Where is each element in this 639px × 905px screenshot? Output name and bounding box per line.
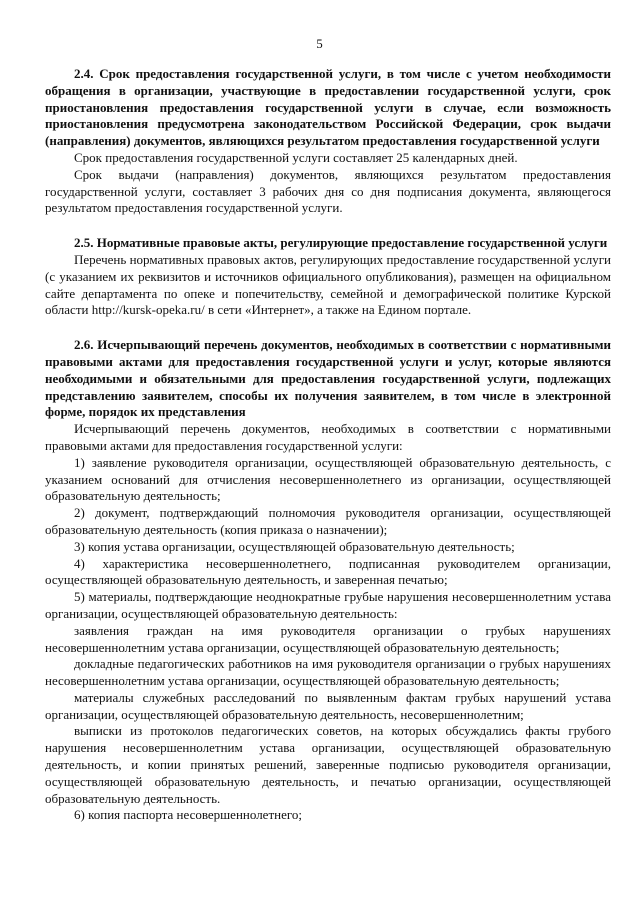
list-item: 5) материалы, подтверждающие неоднократные грубые нарушения несовершеннолетним устава организации, осуществляющей образовательную деятельность: [45, 589, 611, 621]
section-heading-2-4: 2.4. Срок предоставления государственной услуги, в том числе с учетом необходимости обращения в организации, участвующие в предоставлении государственной услуги, срок приостановления предоставления государственной услуги в случае, если возможность приостановления предусмотрена законодательством Российской Федерации, срок выдачи (направления) документов, являющихся результатом предоставления государственной услуги [45, 66, 611, 149]
section-heading-2-5: 2.5. Нормативные правовые акты, регулирующие предоставление государственной услуги [74, 235, 608, 251]
sub-list-item: материалы служебных расследований по выявленным фактам грубых нарушений устава организации, осуществляющей образовательную деятельность, несовершеннолетним; [45, 689, 611, 722]
section-heading-2-6: 2.6. Исчерпывающий перечень документов, необходимых в соответствии с нормативными правовыми актами для предоставления государственной услуги и услуг, которые являются необходимыми и обязательными для предоставления государственной услуги, подлежащих представлению заявителем, способы их получения заявителем, в том числе в электронной форме, порядок их представления [45, 337, 611, 420]
list-item: 2) документ, подтверждающий полномочия руководителя организации, осуществляющей образовательную деятельность (копия приказа о назначении); [45, 505, 611, 537]
paragraph: Срок выдачи (направления) документов, являющихся результатом предоставления государственной услуги, составляет 3 рабочих дня со дня подписания документа, являющегося результатом предоставления государственной услуги. [45, 166, 611, 216]
list-item: 1) заявление руководителя организации, осуществляющей образовательную деятельность, с указанием оснований для отчисления несовершеннолетнего из организации, осуществляющей образовательную деятельность; [45, 454, 611, 504]
sub-list-item: докладные педагогических работников на имя руководителя организации о грубых нарушениях несовершеннолетним устава организации, осуществляющей образовательную деятельность; [45, 656, 611, 689]
page-number: 5 [316, 36, 323, 51]
list-item: 3) копия устава организации, осуществляющей образовательную деятельность; [74, 538, 515, 554]
sub-list-item: выписки из протоколов педагогических советов, на которых обсуждались факты грубого нарушения несовершеннолетним устава организации, осуществляющей образовательную деятельность, и копии принятых решений, заверенные подписью руководителя организации, осуществляющей образовательную деятельность, и печатью организации, осуществляющей образовательную деятельность. [45, 723, 611, 806]
sub-list-item: заявления граждан на имя руководителя организации о грубых нарушениях несовершеннолетним устава организации, осуществляющей образовательную деятельность; [45, 622, 611, 655]
paragraph: Перечень нормативных правовых актов, регулирующих предоставление государственной услуги (с указанием их реквизитов и источников официального опубликования), размещен на официальном сайте департамента по опеке и попечительству, семейной и демографической политике Курской области http://kursk-opeka.ru/ в сети «Интернет», а также на Едином портале. [45, 251, 611, 318]
list-item: 4) характеристика несовершеннолетнего, подписанная руководителем организации, осуществляющей образовательную деятельность, и заверенная печатью; [45, 555, 611, 588]
page-content [45, 66, 611, 824]
paragraph: Срок предоставления государственной услуги составляет 25 календарных дней. [74, 149, 518, 165]
paragraph: Исчерпывающий перечень документов, необходимых в соответствии с нормативными правовыми актами для предоставления государственной услуги: [45, 421, 611, 453]
list-item: 6) копия паспорта несовершеннолетнего; [74, 807, 302, 823]
